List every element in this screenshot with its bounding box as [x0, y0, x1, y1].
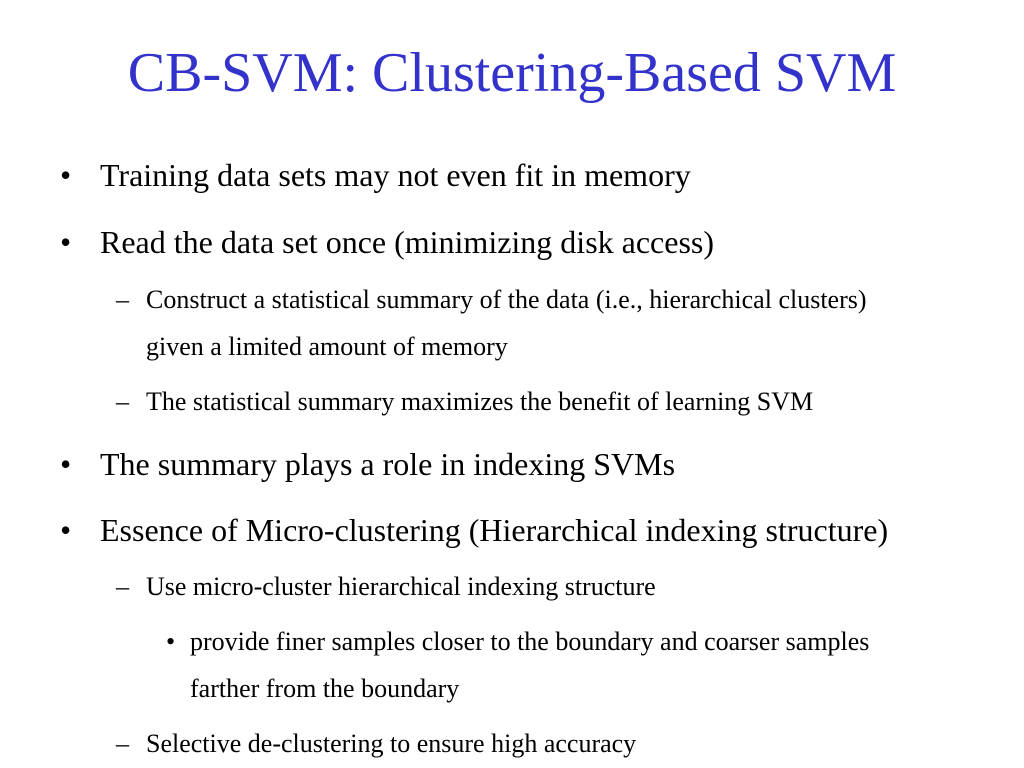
bullet-marker: •	[60, 512, 72, 548]
dash-marker: –	[116, 285, 129, 314]
dash-marker: –	[116, 387, 129, 416]
bullet-item-text: The summary plays a role in indexing SVMs	[100, 446, 676, 482]
sub-sub-item-text-continuation: farther from the boundary	[190, 674, 460, 703]
dash-marker: –	[116, 729, 129, 758]
slide-title: CB-SVM: Clustering-Based SVM	[127, 42, 897, 104]
bullet-marker: •	[60, 157, 72, 193]
sub-item-text-continuation: given a limited amount of memory	[146, 332, 508, 361]
bullet-item-text: Essence of Micro-clustering (Hierarchical indexing structure)	[100, 512, 889, 548]
sub-item-text: Construct a statistical summary of the data (i.e., hierarchical clusters)	[146, 285, 867, 314]
bullet-item-text: Training data sets may not even fit in memory	[100, 157, 691, 193]
sub-bullet-marker: •	[166, 627, 176, 656]
dash-marker: –	[116, 572, 129, 601]
sub-item-text: Selective de-clustering to ensure high accuracy	[146, 729, 637, 758]
bullet-marker: •	[60, 446, 72, 482]
sub-sub-item-text: provide finer samples closer to the boundary and coarser samples	[190, 627, 870, 656]
bullet-marker: •	[60, 224, 72, 260]
sub-item-text: The statistical summary maximizes the benefit of learning SVM	[146, 387, 814, 416]
bullet-item-text: Read the data set once (minimizing disk access)	[100, 224, 715, 260]
sub-item-text: Use micro-cluster hierarchical indexing structure	[146, 572, 656, 601]
